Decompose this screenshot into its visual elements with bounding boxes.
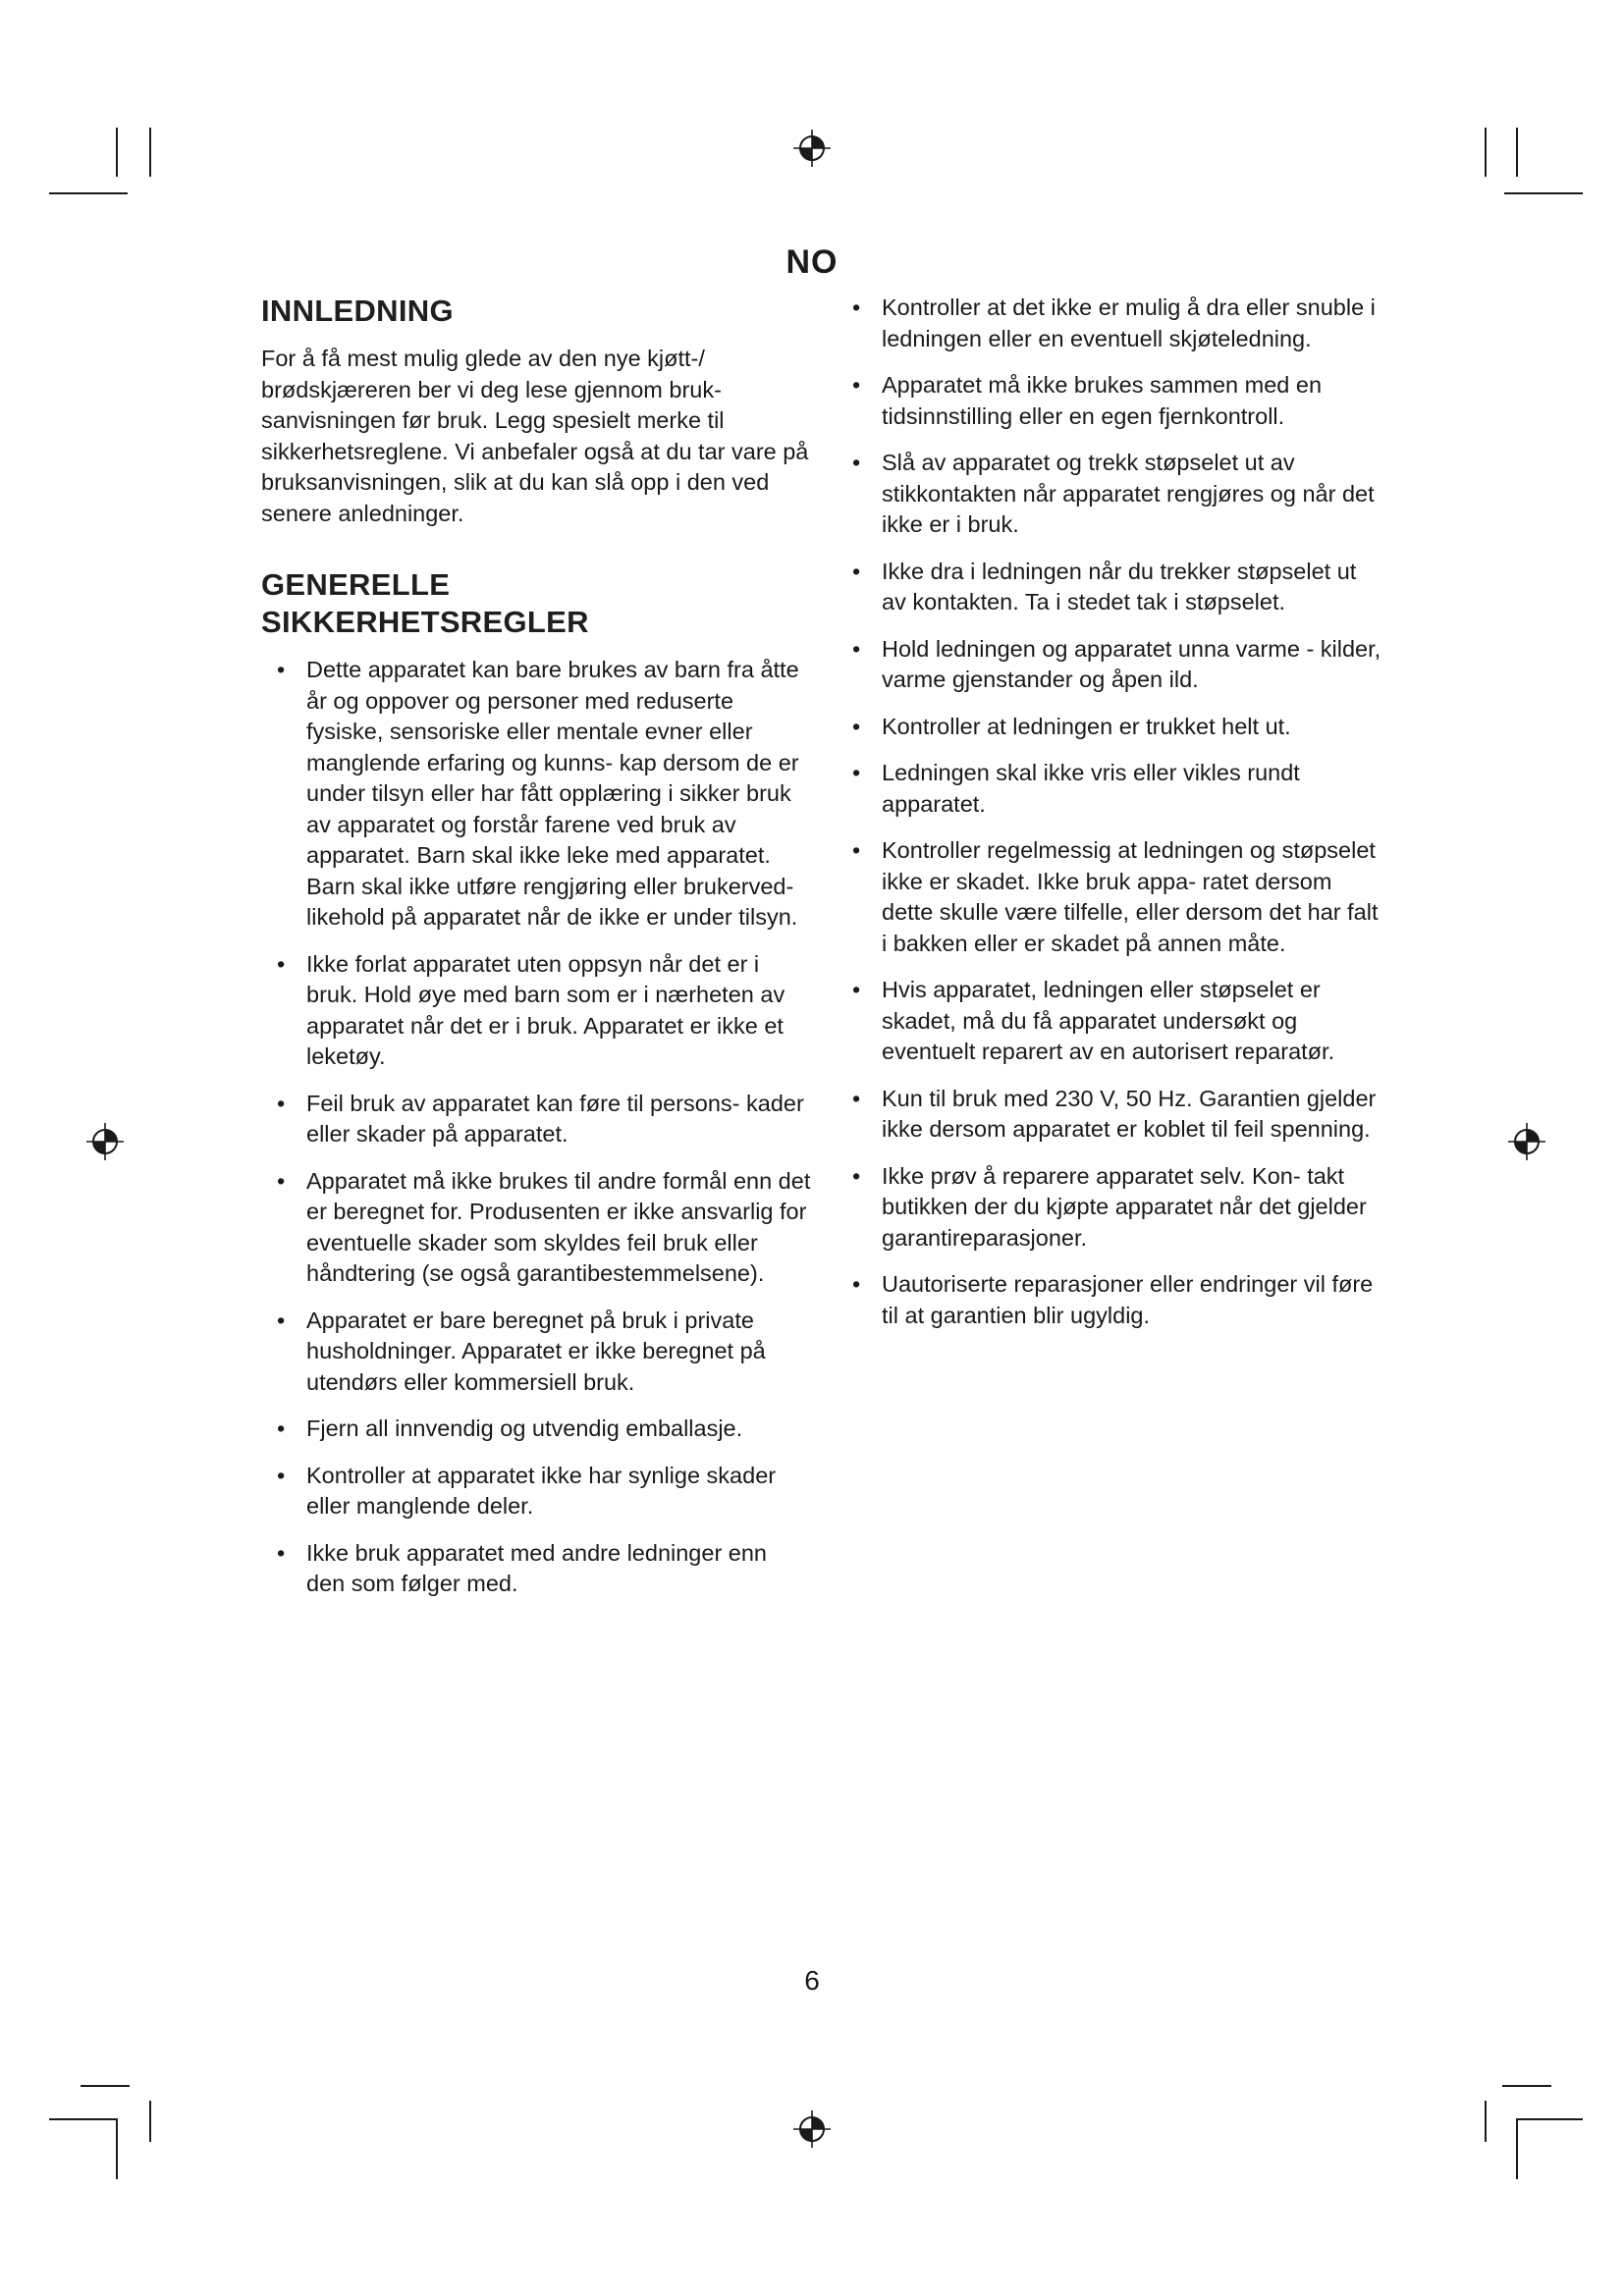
registration-mark-icon bbox=[791, 128, 833, 169]
registration-mark-icon bbox=[84, 1121, 126, 1162]
list-item: • Fjern all innvendig og utvendig emballasje. bbox=[277, 1415, 743, 1441]
crop-mark bbox=[1504, 192, 1583, 194]
list-item: • Ledningen skal ikke vris eller vikles rundt apparatet. bbox=[852, 760, 1300, 817]
crop-mark bbox=[116, 2120, 118, 2179]
crop-mark bbox=[1516, 2118, 1583, 2120]
page-number: 6 bbox=[804, 1965, 820, 1996]
crop-mark bbox=[1485, 128, 1487, 177]
list-item: • Apparatet må ikke brukes til andre formål enn det er beregnet for. Produsenten er ikke ansvarlig for eventuelle skader som skyldes feil bruk eller håndtering (se også garantibestemmelsene). bbox=[277, 1167, 811, 1286]
language-code: NO bbox=[785, 243, 839, 281]
list-item: • Kontroller regelmessig at ledningen og støpselet ikke er skadet. Ikke bruk appa- ratet dersom dette skulle være tilfelle, eller dersom det har falt i bakken eller er skadet på annen måte. bbox=[852, 837, 1379, 956]
list-item: • Hold ledningen og apparatet unna varme - kilder, varme gjenstander og åpen ild. bbox=[852, 635, 1381, 692]
list-item: • Kontroller at apparatet ikke har synlige skader eller manglende deler. bbox=[277, 1462, 777, 1519]
crop-mark bbox=[1502, 2085, 1551, 2087]
intro-heading: INNLEDNING bbox=[261, 294, 454, 328]
safety-list-right bbox=[837, 293, 1386, 1331]
crop-mark bbox=[149, 2101, 151, 2142]
list-item: • Ikke dra i ledningen når du trekker støpselet ut av kontakten. Ta i stedet tak i støpselet. bbox=[852, 558, 1357, 614]
crop-mark bbox=[81, 2085, 130, 2087]
right-column bbox=[837, 293, 1386, 1347]
crop-mark bbox=[49, 192, 128, 194]
list-item: • Apparatet må ikke brukes sammen med en tidsinnstilling eller en egen fjernkontroll. bbox=[852, 372, 1323, 429]
intro-paragraph: For å få mest mulig glede av den nye kjøtt-/ brødskjæreren ber vi deg lese gjennom bruk- sanvisningen før bruk. Legg spesielt merke til sikkerhetsreglene. Vi anbefaler også at du tar vare på bruksanvisningen, slik at du kan slå opp i den ved senere anledninger. bbox=[261, 346, 809, 526]
list-item: • Dette apparatet kan bare brukes av barn fra åtte år og oppover og personer med reduserte fysiske, sensoriske eller mentale evner eller manglende erfaring og kunns- kap dersom de er under tilsyn eller har fått opplæring i sikker bruk av apparatet og forstår farene ved bruk av apparatet. Barn skal ikke leke med apparatet. Barn skal ikke utføre rengjøring eller brukerved- likehold på apparatet når de ikke er under tilsyn. bbox=[277, 657, 799, 930]
list-item: • Ikke forlat apparatet uten oppsyn når det er i bruk. Hold øye med barn som er i nærheten av apparatet når det er i bruk. Apparatet er ikke et leketøy. bbox=[277, 950, 785, 1069]
crop-mark bbox=[1516, 2120, 1518, 2179]
registration-mark-icon bbox=[791, 2109, 833, 2150]
list-item: • Ikke bruk apparatet med andre ledninger enn den som følger med. bbox=[277, 1539, 768, 1596]
crop-mark bbox=[1516, 128, 1518, 177]
left-column bbox=[261, 293, 811, 1616]
list-item: • Hvis apparatet, ledningen eller støpselet er skadet, må du få apparatet undersøkt og eventuelt reparert av en autorisert reparatør. bbox=[852, 977, 1335, 1064]
list-item: • Slå av apparatet og trekk støpselet ut av stikkontakten når apparatet rengjøres og når det ikke er i bruk. bbox=[852, 450, 1375, 537]
list-item: • Apparatet er bare beregnet på bruk i private husholdninger. Apparatet er ikke beregnet på utendørs eller kommersiell bruk. bbox=[277, 1307, 766, 1395]
list-item: • Kun til bruk med 230 V, 50 Hz. Garantien gjelder ikke dersom apparatet er koblet til feil spenning. bbox=[852, 1085, 1377, 1142]
crop-mark bbox=[1485, 2101, 1487, 2142]
safety-list-left bbox=[261, 655, 811, 1600]
list-item: • Kontroller at det ikke er mulig å dra eller snuble i ledningen eller en eventuell skjøteledning. bbox=[852, 294, 1376, 351]
list-item: • Uautoriserte reparasjoner eller endringer vil føre til at garantien blir ugyldig. bbox=[852, 1271, 1374, 1328]
list-item: • Kontroller at ledningen er trukket helt ut. bbox=[852, 713, 1291, 739]
list-item: • Ikke prøv å reparere apparatet selv. Kon- takt butikken der du kjøpte apparatet når det gjelder garantireparasjoner. bbox=[852, 1162, 1367, 1251]
crop-mark bbox=[116, 128, 118, 177]
crop-mark bbox=[149, 128, 151, 177]
registration-mark-icon bbox=[1506, 1121, 1547, 1162]
list-item: • Feil bruk av apparatet kan føre til persons- kader eller skader på apparatet. bbox=[277, 1090, 804, 1147]
safety-heading: GENERELLE SIKKERHETSREGLER bbox=[261, 567, 589, 639]
crop-mark bbox=[49, 2118, 118, 2120]
